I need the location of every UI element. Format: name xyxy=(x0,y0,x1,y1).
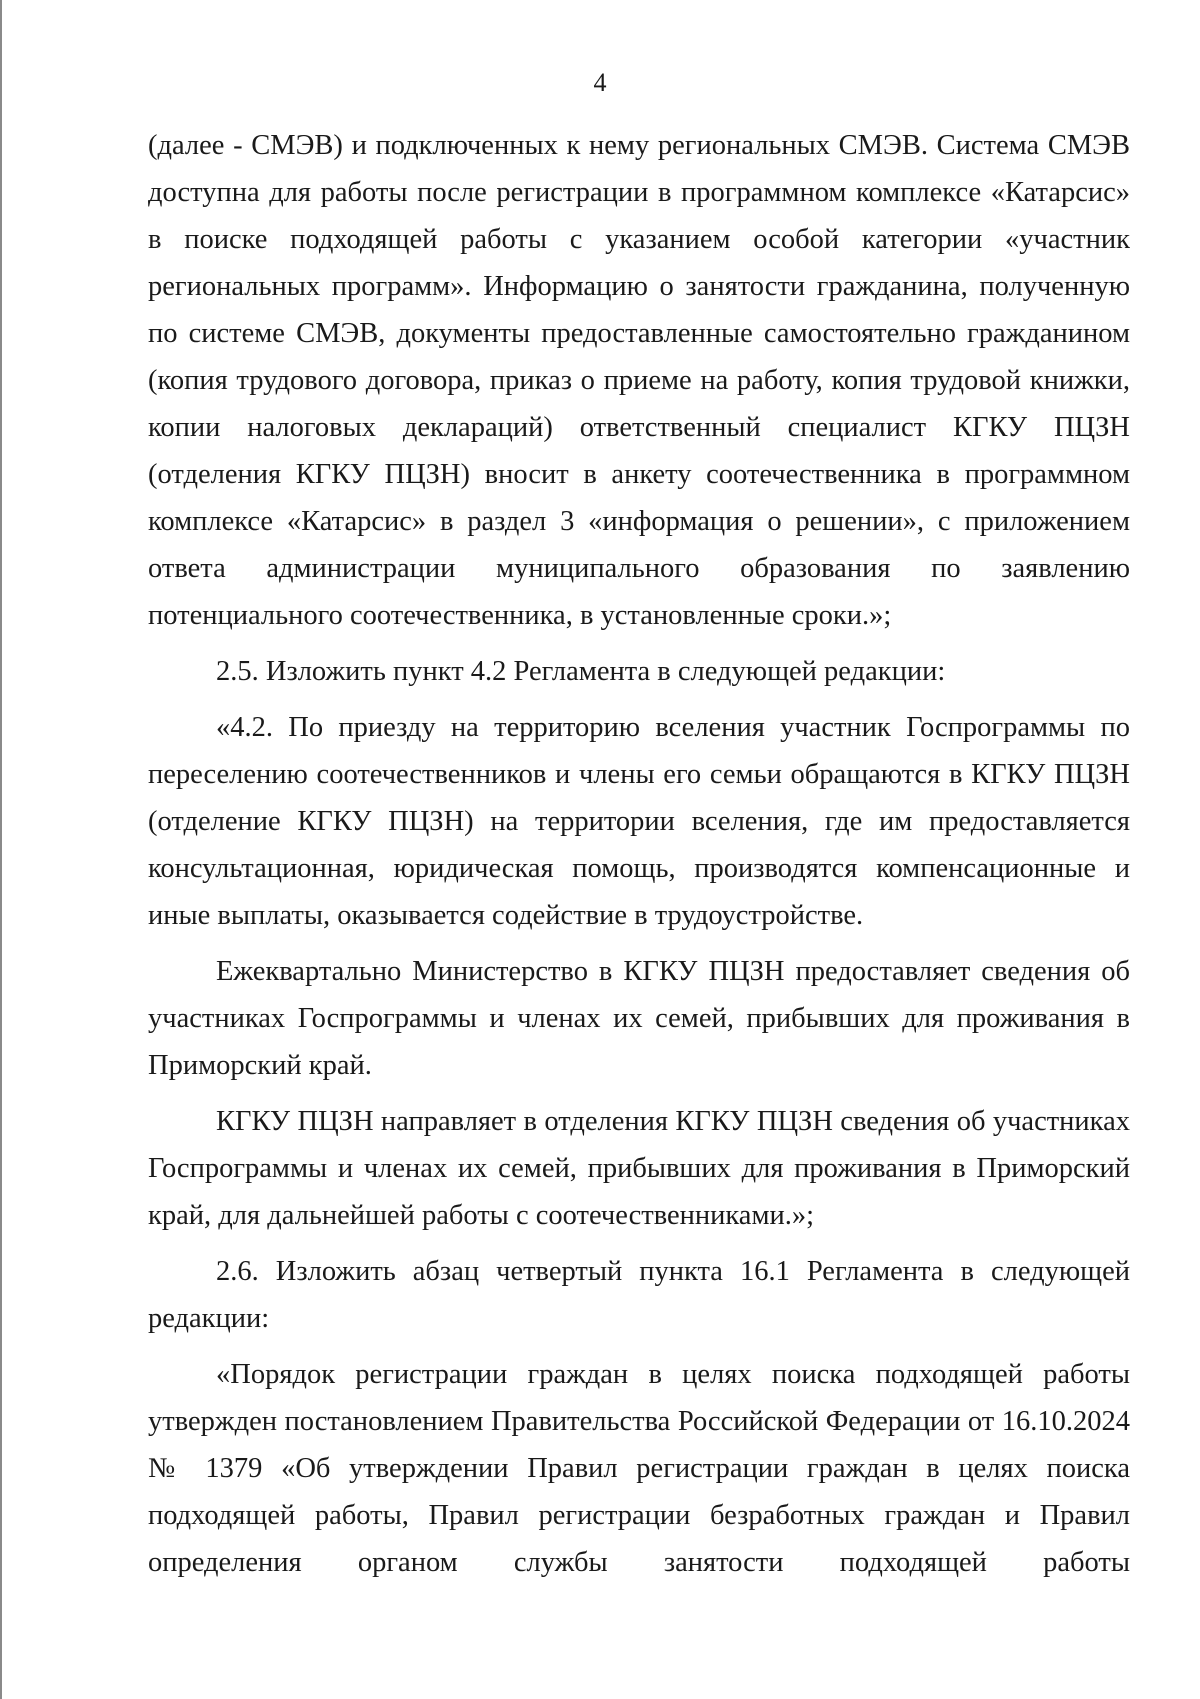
document-body xyxy=(148,122,1130,1586)
paragraph-quote-4-2: «4.2. По приезду на территорию вселения участник Госпрограммы по переселению соотечественников и члены его семьи обращаются в КГКУ ПЦЗН (отделение КГКУ ПЦЗН) на территории вселения, где им предоставляется консультационная, юридическая помощь, производятся компенсационные и иные выплаты, оказывается содействие в трудоустройстве. xyxy=(148,712,1130,931)
paragraph-registration-order: «Порядок регистрации граждан в целях поиска подходящей работы утвержден постановлением Правительства Российской Федерации от 16.10.2024 № 1379 «Об утверждении Правил регистрации граждан в целях поиска подходящей работы, Правил регистрации безработных граждан и Правил определения органом службы занятости подходящей работы xyxy=(148,1359,1130,1578)
paragraph-kgku-directs: КГКУ ПЦЗН направляет в отделения КГКУ ПЦЗН сведения об участниках Госпрограммы и членах их семей, прибывших для проживания в Приморский край, для дальнейшей работы с соотечественниками.»; xyxy=(148,1106,1130,1231)
paragraph-item-2-6: 2.6. Изложить абзац четвертый пункта 16.1 Регламента в следующей редакции: xyxy=(148,1256,1130,1334)
scan-edge-line xyxy=(0,0,2,1699)
paragraph-continuation: (далее - СМЭВ) и подключенных к нему региональных СМЭВ. Система СМЭВ доступна для работы после регистрации в программном комплексе «Катарсис» в поиске подходящей работы с указанием особой категории «участник региональных программ». Информацию о занятости гражданина, полученную по системе СМЭВ, документы предоставленные самостоятельно гражданином (копия трудового договора, приказ о приеме на работу, копия трудовой книжки, копии налоговых деклараций) ответственный специалист КГКУ ПЦЗН (отделения КГКУ ПЦЗН) вносит в анкету соотечественника в программном комплексе «Катарсис» в раздел 3 «информация о решении», с приложением ответа администрации муниципального образования по заявлению потенциального соотечественника, в установленные сроки.»; xyxy=(148,130,1130,631)
paragraph-quarterly-info: Ежеквартально Министерство в КГКУ ПЦЗН предоставляет сведения об участниках Госпрограммы и членах их семей, прибывших для проживания в Приморский край. xyxy=(148,956,1130,1081)
page-number: 4 xyxy=(593,68,607,97)
paragraph-item-2-5: 2.5. Изложить пункт 4.2 Регламента в следующей редакции: xyxy=(216,656,946,687)
